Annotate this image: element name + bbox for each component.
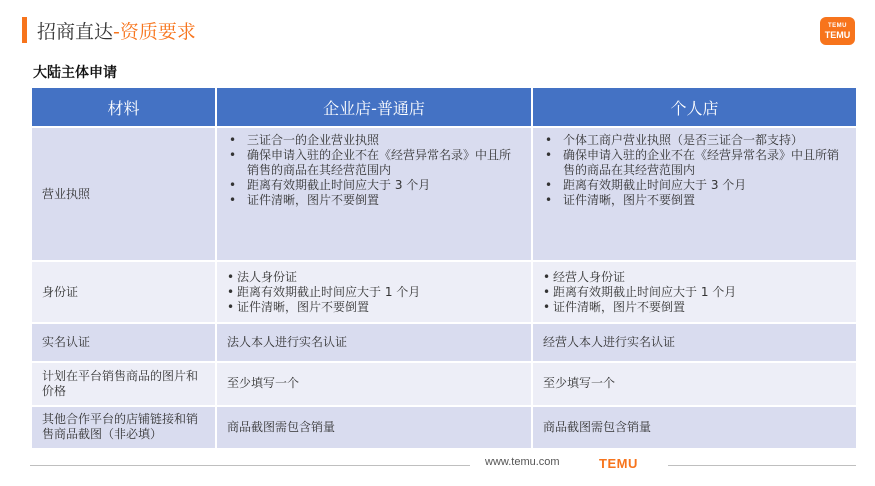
footer-url: www.temu.com [485, 456, 560, 468]
table-row [32, 407, 856, 448]
cell-enterprise-other-platforms: 商品截图需包含销量 [217, 407, 531, 448]
logo-top-text: TEMU [828, 22, 847, 29]
row-label-real-name: 实名认证 [32, 324, 215, 361]
cell-enterprise-product-plan: 至少填写一个 [217, 363, 531, 404]
list-item: • 证件清晰，图片不要倒置 [227, 193, 521, 208]
list-item: • 法人身份证 [227, 270, 521, 285]
table-row [32, 262, 856, 322]
slide-title [22, 16, 196, 44]
cell-personal-id-card [533, 262, 856, 322]
table-row [32, 363, 856, 404]
footer-brand: TEMU [599, 456, 638, 471]
title-separator: - [113, 20, 120, 43]
requirements-table [30, 86, 858, 450]
row-label-id-card: 身份证 [32, 262, 215, 322]
row-label-other-platforms: 其他合作平台的店铺链接和销售商品截图（非必填） [32, 407, 215, 448]
table-row [32, 128, 856, 260]
footer-divider-left [30, 465, 470, 466]
list-item: • 确保申请入驻的企业不在《经营异常名录》中且所销售的商品在其经营范围内 [227, 148, 521, 178]
row-label-product-plan: 计划在平台销售商品的图片和价格 [32, 363, 215, 404]
temu-logo [820, 17, 855, 45]
title-accent-bar [22, 17, 27, 43]
header-personal-store: 个人店 [533, 88, 856, 126]
list-item: • 证件清晰，图片不要倒置 [543, 193, 846, 208]
cell-personal-product-plan: 至少填写一个 [533, 363, 856, 404]
cell-enterprise-business-license [217, 128, 531, 260]
header-enterprise-store: 企业店-普通店 [217, 88, 531, 126]
table-row [32, 324, 856, 361]
list-item: • 证件清晰，图片不要倒置 [227, 300, 521, 315]
cell-personal-business-license [533, 128, 856, 260]
list-item: • 距离有效期截止时间应大于 1 个月 [227, 285, 521, 300]
list-item: • 经营人身份证 [543, 270, 846, 285]
list-item: • 三证合一的企业营业执照 [227, 133, 521, 148]
title-text [37, 17, 196, 44]
list-item: • 个体工商户营业执照（是否三证合一都支持） [543, 133, 846, 148]
table-header-row [32, 88, 856, 126]
header-materials: 材料 [32, 88, 215, 126]
title-highlight: 资质要求 [119, 20, 196, 43]
list-item: • 确保申请入驻的企业不在《经营异常名录》中且所销售的商品在其经营范围内 [543, 148, 846, 178]
row-label-business-license: 营业执照 [32, 128, 215, 260]
list-item: • 证件清晰，图片不要倒置 [543, 300, 846, 315]
list-item: • 距离有效期截止时间应大于 3 个月 [227, 178, 521, 193]
cell-personal-real-name: 经营人本人进行实名认证 [533, 324, 856, 361]
logo-bottom-text: TEMU [824, 29, 851, 40]
list-item: • 距离有效期截止时间应大于 1 个月 [543, 285, 846, 300]
title-main: 招商直达 [37, 20, 114, 43]
section-title: 大陆主体申请 [33, 65, 117, 81]
list-item: • 距离有效期截止时间应大于 3 个月 [543, 178, 846, 193]
cell-enterprise-real-name: 法人本人进行实名认证 [217, 324, 531, 361]
cell-personal-other-platforms: 商品截图需包含销量 [533, 407, 856, 448]
footer-divider-right [668, 465, 856, 466]
cell-enterprise-id-card [217, 262, 531, 322]
